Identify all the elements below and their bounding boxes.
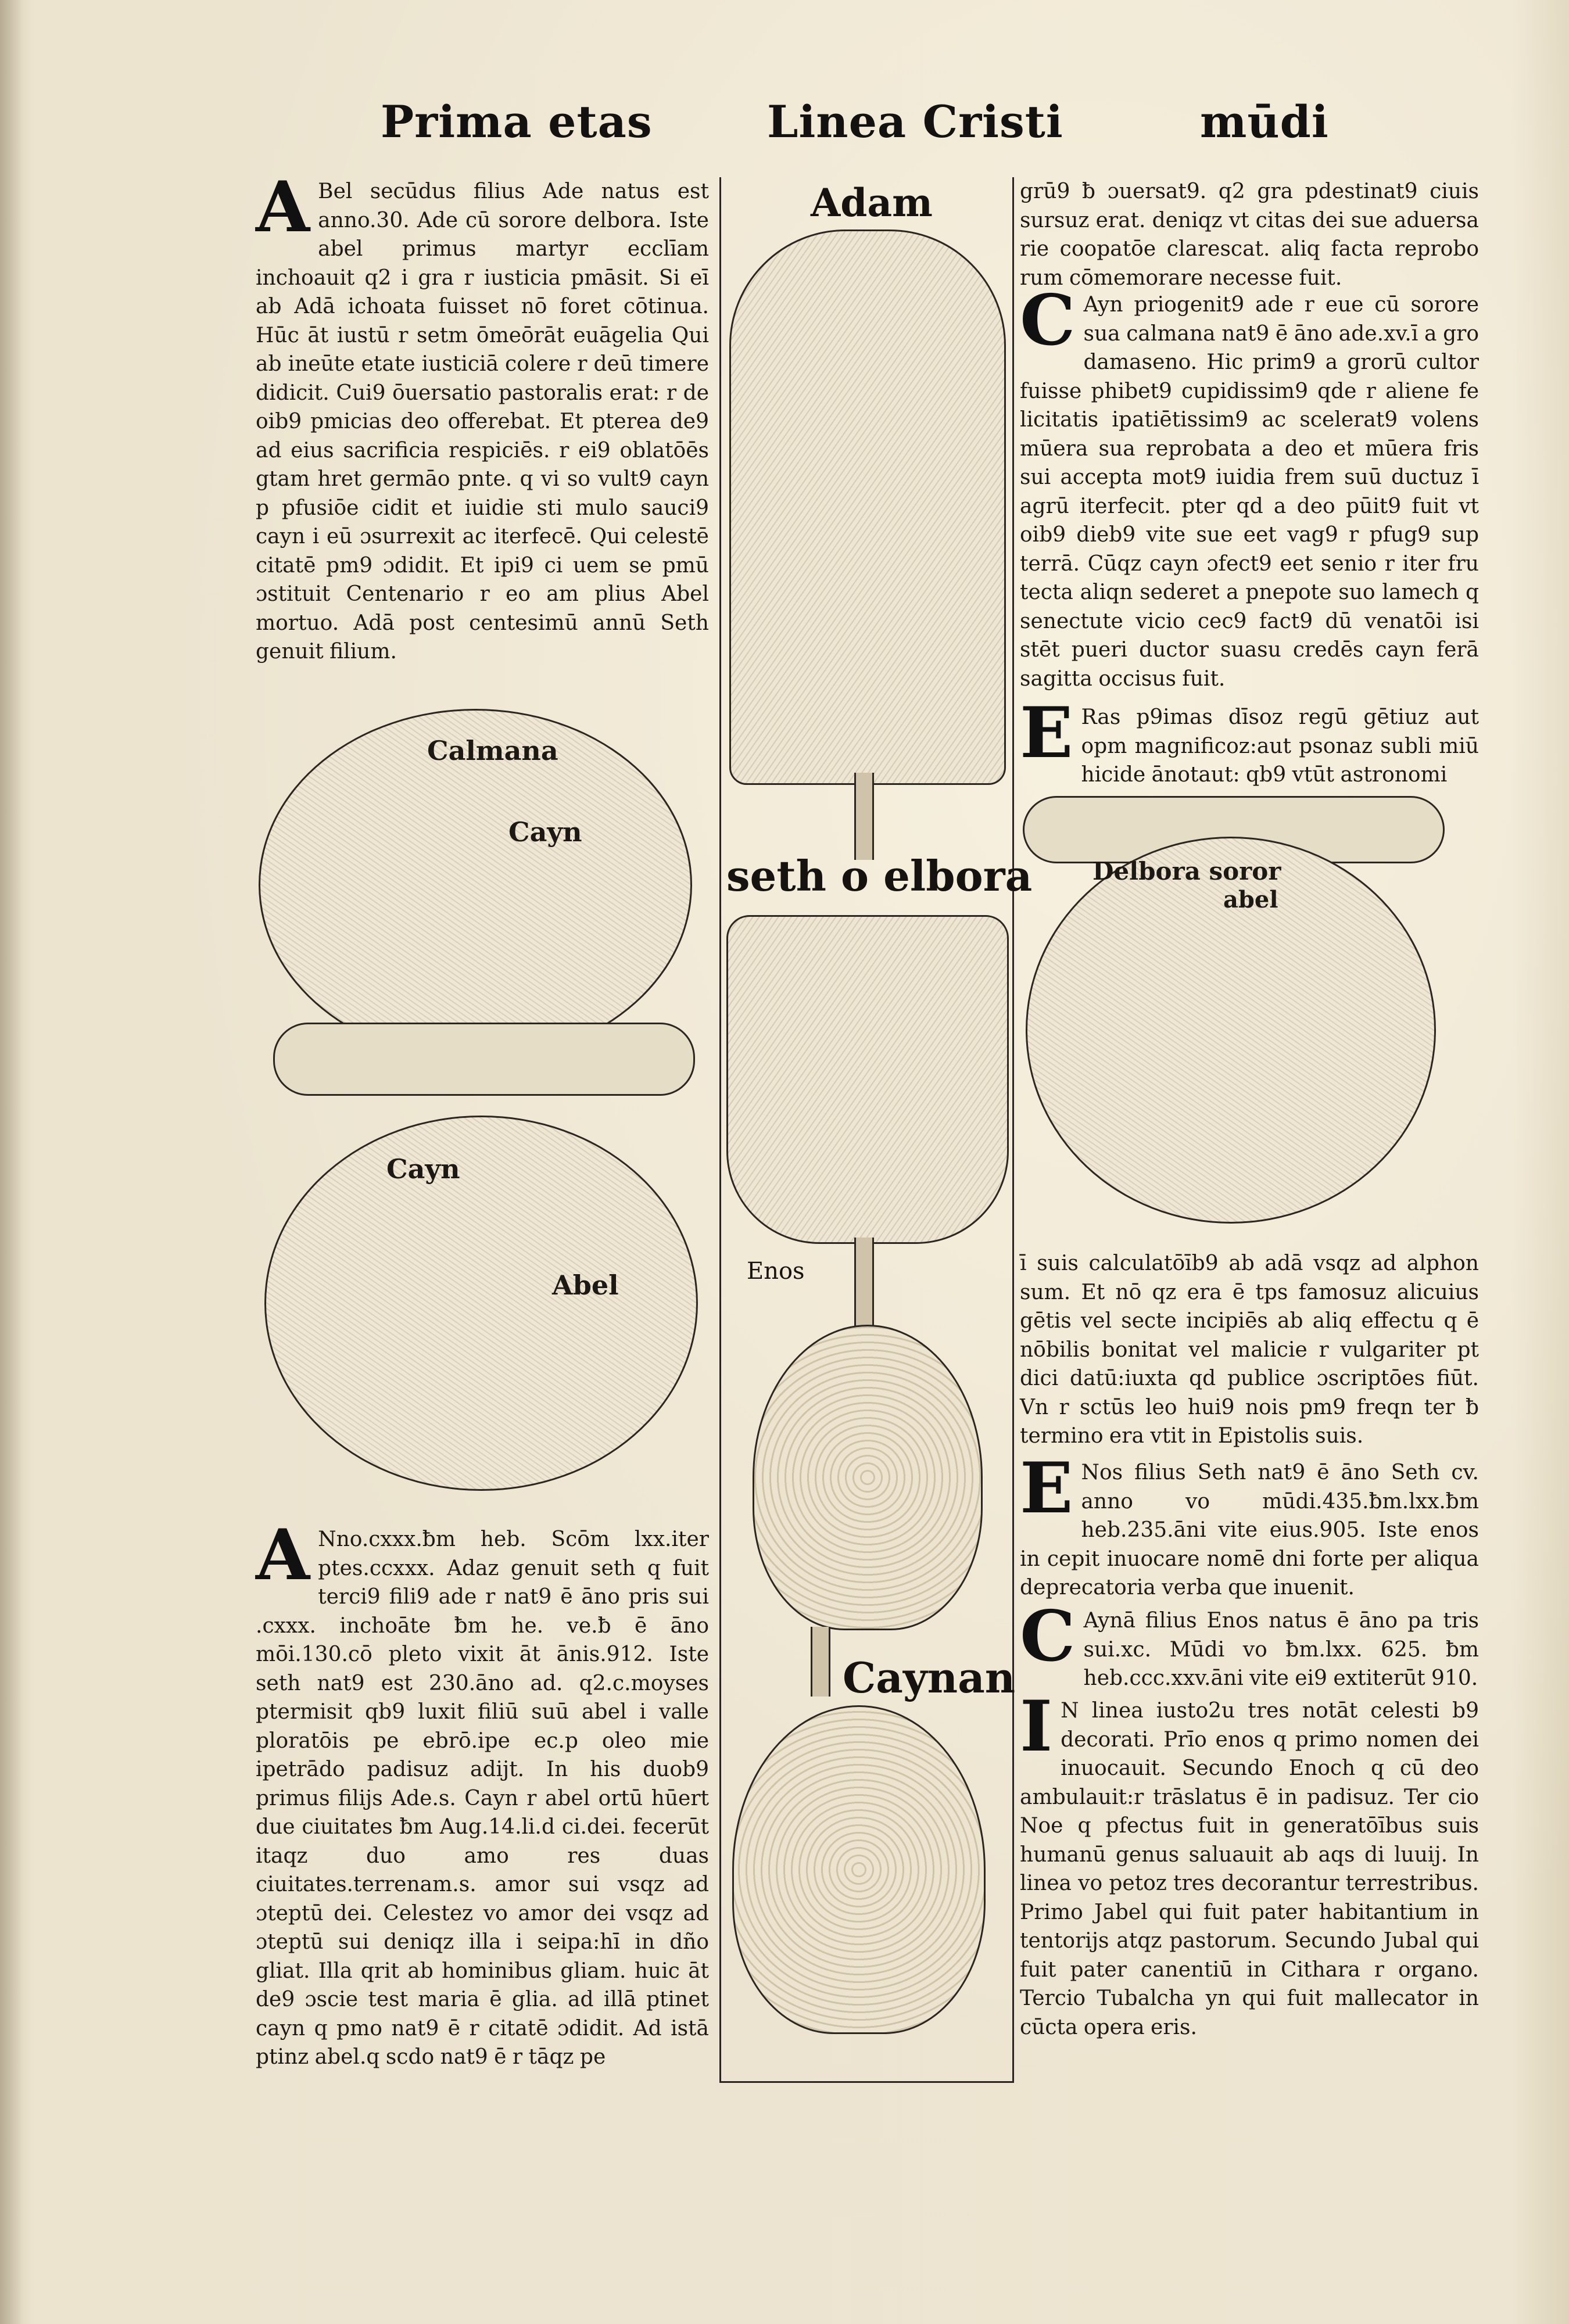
cayn-bottom-label: Cayn <box>386 1153 460 1185</box>
cayn-abel-woodcut <box>264 1116 698 1491</box>
vine-seth-enos <box>854 1238 874 1330</box>
eras-initial: E <box>1020 692 1073 774</box>
linea-text: N linea iusto2u tres notāt celesti b9 decorati. Prīo enos q primo nomen dei inuocauit. Secundo Enoch q cū deo ambulauit:r trāslatus ē in padisuz. Ter cio Noe q pfectus fuit in generatōībus suis humanū genus saluauit ab aqs di luuij. In linea vo petoz tres decorantur terrestribus. Primo Jabel qui fuit pater habitantium in tentorijs atqz pastorum. Secundo Jubal qui fuit pater canentiū in Cithara r organo. Tercio Tubalcha yn qui fuit mallecator in cūcta opera eris. <box>1020 1699 1479 2039</box>
center-bottom-rule <box>719 2081 1014 2083</box>
abel-right-label: abel <box>1223 886 1278 913</box>
cayn-text: Ayn priogenit9 ade r eue cū sorore sua calmana nat9 ē āno ade.xv.ī a gro damaseno. Hic prim9 a grorū cultor fuisse phibet9 cupidissim9 qde r aliene fe licitatis ipatiētissim9 ac scelerat9 volens mūera sua reprobata a deo et mūera fris sui accepta mot9 iuidia frem suū ductuz ī agrū iterfecit. pter qd a deo pūit9 fuit vt oib9 dieb9 vite sue eet vag9 r pfug9 sup terrā. Cūqz cayn ɔfect9 eet senio r iter fru tecta aliqn sederet a pnepote suo lamech q senectute vicio cec9 fact9 dū venatōi isi stēt pueri ductor suasu credēs cayn ferā sagitta occisus fuit. <box>1020 293 1479 691</box>
anno-initial: A <box>256 1514 310 1596</box>
center-right-rule <box>1012 177 1014 2083</box>
enos-initial: E <box>1020 1447 1073 1529</box>
spine-shadow <box>0 0 23 2324</box>
enos-figure <box>753 1325 983 1630</box>
era-definition-text: ī suis calculatōīb9 ab adā vsqz ad alphon sum. Et nō qz era ē tps famosuz alicuius gētis vel secte incipiēs ab aliq effectu q ē nōbilis bonitat vel malicie r vulgariter pt dici datū:iuxta qd publice ɔscriptōes fiūt. Vn r sctūs leo hui9 nois pm9 freqn ter ƀ termino era vtit in Epistolis suis. <box>1020 1251 1479 1448</box>
caynan-label: Caynan <box>843 1653 1016 1702</box>
calmana-label: Calmana <box>427 735 558 766</box>
header-left: Prima etas <box>381 96 653 148</box>
era-definition-paragraph <box>1020 1249 1479 1458</box>
cayn-initial: C <box>1020 279 1076 361</box>
abel-bottom-label: Abel <box>552 1269 619 1301</box>
enos-text: Nos filius Seth nat9 ē āno Seth cv. anno vo mūdi.435.ƀm.lxx.ƀm heb.235.āni vite eius.905. Iste enos in cepit inuocare nomē dni forte per aliqua deprecatoria verba que inuenit. <box>1020 1461 1479 1599</box>
eras-text: Ras p9imas dīsoz regū gētiuz aut opm magnificoz:aut psonaz subli miū hicide ānotaut: qb9 vtūt astronomi <box>1081 705 1479 787</box>
header-center: Linea Cristi <box>767 96 1063 148</box>
anno-text: Nno.cxxx.ƀm heb. Scōm lxx.iter ptes.ccxxx. Adaz genuit seth q fuit terci9 fili9 ade r nat9 ē āno pris sui .cxxx. inchoāte ƀm he. ve.ƀ ē āno mōi.130.cō pleto vixit āt ānis.912. Iste seth nat9 est 230.āno ad. q2.c.moyses ptermisit qb9 luxit filiū suū abel i valle ploratōis pe ebrō.ipe ec.p oleo mie ipetrādo padisuz adijt. In his duob9 primus filijs Ade.s. Cayn r abel ortū hūert due ciuitates ƀm Aug.14.li.d ci.dei. fecerūt itaqz duo amo res duas ciuitates.terrenam.s. amor sui vsqz ad ɔteptū dei. Celestez vo amor dei vsqz ad ɔteptū sui deniqz illa i seipa:hī in dño gliat. Illa qrit ab hominibus gliam. huic āt de9 ɔscie test maria ē glia. ad illā ptinet cayn q pmo nat9 ē r citatē ɔdidit. Ad istā ptinz abel.q scdo nat9 ē r tāqz pe <box>256 1527 709 2069</box>
anno-paragraph <box>256 1514 709 2069</box>
seth-delbora-label: seth o elbora <box>726 851 1033 901</box>
caynan-figure <box>732 1705 986 2034</box>
right-top-paragraph <box>1020 177 1479 288</box>
cayn-paragraph <box>1020 279 1479 697</box>
left-scroll-ornament <box>273 1023 695 1096</box>
right-top-text: grū9 ƀ ɔuersat9. q2 gra pdestinat9 ciuis sursuz erat. deniqz vt citas dei sue aduersa rie coopatōe clarescat. aliq facta reprobo rum cōmemorare necesse fuit. <box>1020 180 1479 290</box>
delbora-label: Delbora soror <box>1092 857 1281 885</box>
cayn-top-label: Cayn <box>508 816 582 848</box>
enos-paragraph <box>1020 1447 1479 1604</box>
caynan-initial: C <box>1020 1595 1076 1677</box>
center-left-rule <box>719 177 721 2083</box>
eras-paragraph <box>1020 692 1479 790</box>
abel-text: Bel secūdus filius Ade natus est anno.30. Ade cū sorore delbora. Iste abel primus martyr ecclīam inchoauit q2 i gra r iusticia pmāsit. Si eī ab Adā ichoata fuisset nō foret cōtinua. Hūc āt iustū r setm ōmeōrāt euāgelia Qui ab ineūte etate iusticiā colere r deū timere didicit. Cui9 ōuersatio pastoralis erat: r de oib9 pmicias deo offerebat. Et pterea de9 ad eius sacrificia respiciēs. r ei9 oblatōēs gtam hret germāo pnte. q vi so vult9 cayn p pfusiōe cidit et iuidie sti mulo sauci9 cayn i eū ɔsurrexit ac iterfecē. Qui celestē citatē pm9 ɔdidit. Et ipi9 ci uem se pmū ɔstituit Centenario r eo am plius Abel mortuo. Adā post centesimū annū Seth genuit filium. <box>256 180 709 664</box>
caynan-paragraph <box>1020 1595 1479 1694</box>
linea-initial: I <box>1020 1685 1053 1767</box>
adam-figure <box>729 229 1006 785</box>
enos-label: Enos <box>747 1258 805 1285</box>
vine-adam-seth <box>854 773 874 860</box>
adam-label: Adam <box>811 180 933 225</box>
seth-delbora-figures <box>726 915 1009 1244</box>
caynan-text: Aynā filius Enos natus ē āno pa tris sui.xc. Mūdi vo ƀm.lxx. 625. ƀm heb.ccc.xxv.āni vite ei9 extiterūt 910. <box>1083 1609 1479 1690</box>
abel-initial: A <box>256 166 310 248</box>
abel-paragraph <box>256 166 709 683</box>
vine-enos-caynan <box>811 1627 830 1697</box>
linea-paragraph <box>1020 1685 1479 2068</box>
header-right: mūdi <box>1200 96 1329 148</box>
